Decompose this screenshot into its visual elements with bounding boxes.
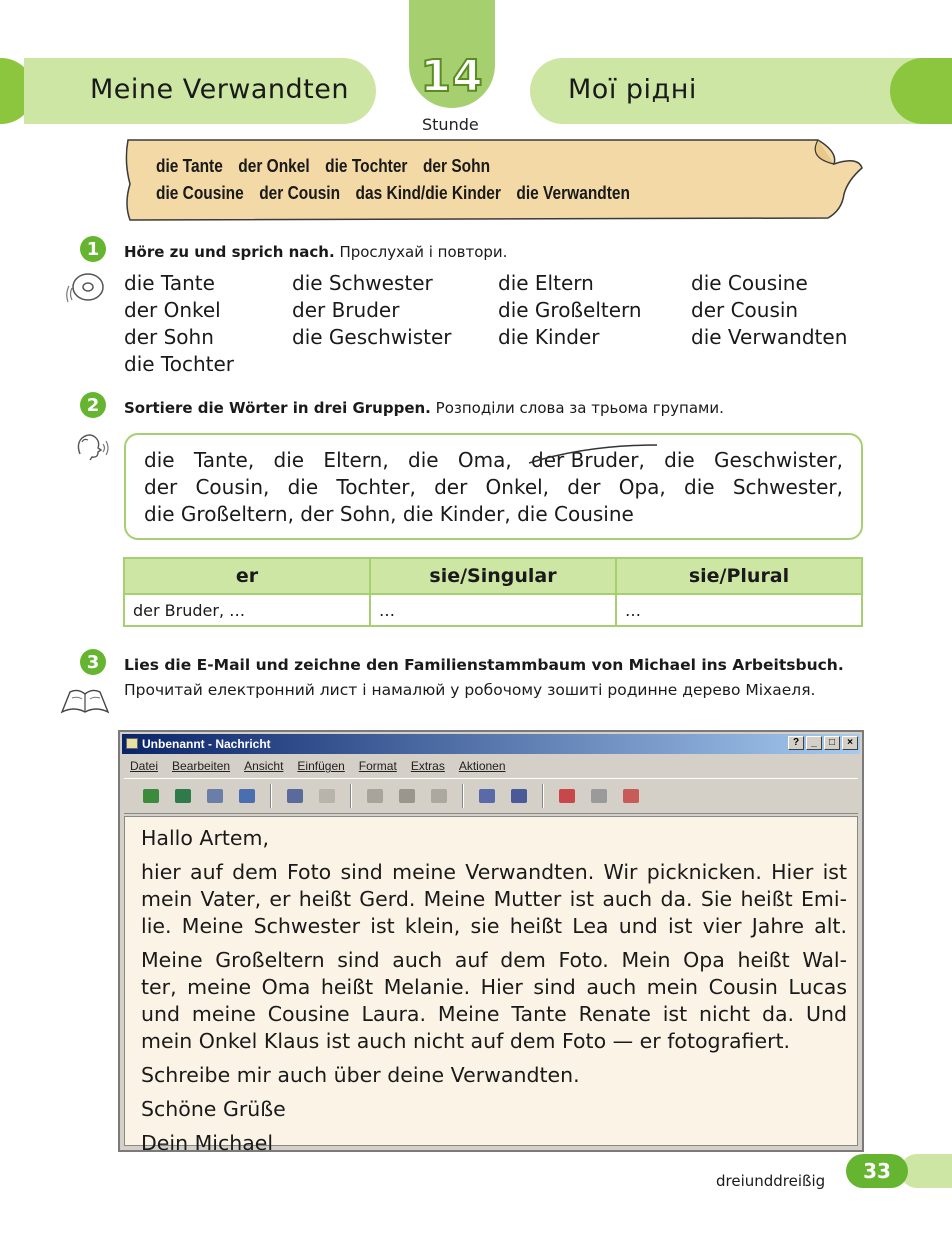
exercise-2-number: 2	[80, 392, 106, 418]
email-body[interactable]	[124, 816, 858, 1155]
exercise-1-instruction	[124, 243, 507, 261]
cut-icon[interactable]	[362, 784, 388, 808]
open-book-icon	[60, 686, 110, 716]
spellcheck-icon[interactable]	[314, 784, 340, 808]
page-title-ua: Мої рідні	[568, 74, 697, 105]
word-column	[292, 270, 452, 351]
exercise-3-instruction-ua: Прочитай електронний лист і намалюй у робочому зошиті родинне дерево Міхаеля.	[124, 681, 816, 699]
instruction-ua: Розподіли слова за трьома групами.	[435, 399, 724, 417]
wordbox-text: die Tante, die Eltern, die Oma,	[144, 448, 512, 472]
exercise-3-number: 3	[80, 649, 106, 675]
word-item: die Großeltern	[498, 298, 642, 322]
menu-ansicht[interactable]: Ansicht	[244, 759, 284, 773]
sign-icon[interactable]	[586, 784, 612, 808]
vocab-line-2	[156, 183, 645, 204]
email-line: und meine Cousine Laura. Meine Tante Renate ist nicht da. Und	[141, 1002, 847, 1026]
word-item: die Eltern	[498, 271, 594, 295]
menu-bar	[124, 756, 506, 776]
instruction-ua: Прослухай і повтори.	[339, 243, 508, 261]
exercise-2-instruction	[124, 399, 724, 417]
paste-icon[interactable]	[426, 784, 452, 808]
vocab-word: der Onkel	[238, 156, 310, 176]
email-paragraph-2	[141, 947, 847, 1055]
toolbar-separator	[350, 784, 352, 808]
toolbar-separator	[462, 784, 464, 808]
word-item: die Schwester	[292, 271, 433, 295]
email-line: hier auf dem Foto sind meine Verwandten. Wir picknicken. Hier ist	[141, 860, 847, 884]
lesson-label: Stunde	[422, 115, 479, 134]
menu-einfuegen[interactable]: Einfügen	[297, 759, 345, 773]
vocab-word: die Verwandten	[516, 183, 630, 203]
word-column	[498, 270, 642, 351]
word-column	[124, 270, 234, 378]
email-line: Meine Großeltern sind auch auf dem Foto. Mein Opa heißt Wal-	[141, 948, 847, 972]
wordbox-line-3: die Großeltern, der Sohn, die Kinder, die Cousine	[144, 502, 634, 526]
table-header: er	[124, 558, 370, 594]
word-item: die Cousine	[691, 271, 808, 295]
table-cell: …	[370, 594, 616, 626]
table-cell: …	[616, 594, 862, 626]
word-column	[691, 270, 847, 351]
save-icon[interactable]	[170, 784, 196, 808]
menu-aktionen[interactable]: Aktionen	[458, 759, 506, 773]
wordbox-text: die Geschwister,	[664, 448, 843, 472]
wordbox-text: der Bruder,	[531, 448, 645, 472]
word-item: die Tochter	[124, 352, 235, 376]
email-paragraph-3: Schreibe mir auch über deine Verwandten.	[141, 1063, 580, 1087]
message-app-icon	[126, 738, 138, 749]
word-item: der Onkel	[124, 298, 221, 322]
cd-audio-icon[interactable]	[66, 270, 106, 308]
priority-high-icon[interactable]	[506, 784, 532, 808]
help-icon[interactable]: ?	[788, 736, 804, 750]
instruction-de: Höre zu und sprich nach.	[124, 243, 335, 261]
word-item: die Verwandten	[691, 325, 848, 349]
vocab-word: der Sohn	[422, 156, 491, 176]
table-header: sie/Singular	[370, 558, 616, 594]
table-row	[124, 594, 862, 626]
attach-icon[interactable]	[202, 784, 228, 808]
priority-low-icon[interactable]	[554, 784, 580, 808]
email-paragraph-1	[141, 859, 847, 940]
email-titlebar	[122, 734, 860, 754]
strike-line	[527, 441, 659, 471]
minimize-icon[interactable]: _	[806, 736, 822, 750]
page-number: 33	[846, 1154, 908, 1188]
vocab-scroll	[118, 134, 866, 228]
word-item: die Kinder	[498, 325, 600, 349]
window-controls	[788, 736, 858, 750]
email-greeting: Hallo Artem,	[141, 826, 270, 850]
email-signature: Dein Michael	[141, 1131, 274, 1155]
speaking-head-icon	[74, 432, 110, 462]
menu-bearbeiten[interactable]: Bearbeiten	[172, 759, 231, 773]
copy-icon[interactable]	[394, 784, 420, 808]
toolbar-separator	[270, 784, 272, 808]
sort-table	[123, 557, 863, 627]
lesson-number: 14	[420, 51, 484, 102]
scroll-paper-shape	[118, 134, 866, 228]
word-item: die Tante	[124, 271, 215, 295]
encrypt-icon[interactable]	[618, 784, 644, 808]
vocab-word: die Cousine	[156, 183, 244, 203]
window-title: Unbenannt - Nachricht	[142, 737, 271, 751]
email-line: ter, meine Oma heißt Melanie. Hier sind auch mein Cousin Lucas	[141, 975, 847, 999]
send-icon[interactable]	[138, 784, 164, 808]
lesson-number-tab	[409, 0, 495, 108]
table-header-row	[124, 558, 862, 594]
print-icon[interactable]	[282, 784, 308, 808]
table-header: sie/Plural	[616, 558, 862, 594]
flag-icon[interactable]	[474, 784, 500, 808]
word-item: der Bruder	[292, 298, 400, 322]
menu-extras[interactable]: Extras	[410, 759, 445, 773]
page-number-word: dreiunddreißig	[716, 1172, 826, 1190]
exercise-2-word-box	[124, 433, 863, 540]
vocab-word: das Kind/die Kinder	[355, 183, 501, 203]
vocab-word: die Tochter	[325, 156, 408, 176]
address-book-icon[interactable]	[234, 784, 260, 808]
word-item: die Geschwister	[292, 325, 452, 349]
menu-datei[interactable]: Datei	[130, 759, 159, 773]
email-line: mein Onkel Klaus ist auch nicht auf dem Foto — er fotografiert.	[141, 1029, 791, 1053]
wordbox-line-1	[144, 447, 843, 474]
email-line: lie. Meine Schwester ist klein, sie heißt Lea und ist vier Jahre alt.	[141, 914, 847, 938]
exercise-1-number: 1	[80, 236, 106, 262]
page-title-de: Meine Verwandten	[90, 74, 349, 105]
struck-example	[531, 447, 645, 474]
email-closing: Schöne Grüße	[141, 1097, 286, 1121]
instruction-de: Sortiere die Wörter in drei Gruppen.	[124, 399, 431, 417]
toolbar	[124, 778, 858, 814]
maximize-icon[interactable]: □	[824, 736, 840, 750]
wordbox-line-2: der Cousin, die Tochter, der Onkel, der Opa, die Schwester,	[144, 475, 843, 499]
menu-format[interactable]: Format	[358, 759, 397, 773]
table-cell: der Bruder, …	[124, 594, 370, 626]
vocab-word: der Cousin	[259, 183, 341, 203]
exercise-3-instruction-de: Lies die E-Mail und zeichne den Familienstammbaum von Michael ins Arbeitsbuch.	[124, 656, 844, 674]
vocab-word: die Tante	[156, 156, 223, 176]
vocab-line-1	[156, 156, 506, 177]
exercise-1-word-grid	[124, 270, 884, 380]
word-item: der Cousin	[691, 298, 799, 322]
email-window	[118, 730, 864, 1155]
email-line: mein Vater, er heißt Gerd. Meine Mutter ist auch da. Sie heißt Emi-	[141, 887, 847, 911]
word-item: der Sohn	[124, 325, 214, 349]
toolbar-separator	[542, 784, 544, 808]
close-icon[interactable]: ×	[842, 736, 858, 750]
header-right-accent	[890, 58, 952, 124]
